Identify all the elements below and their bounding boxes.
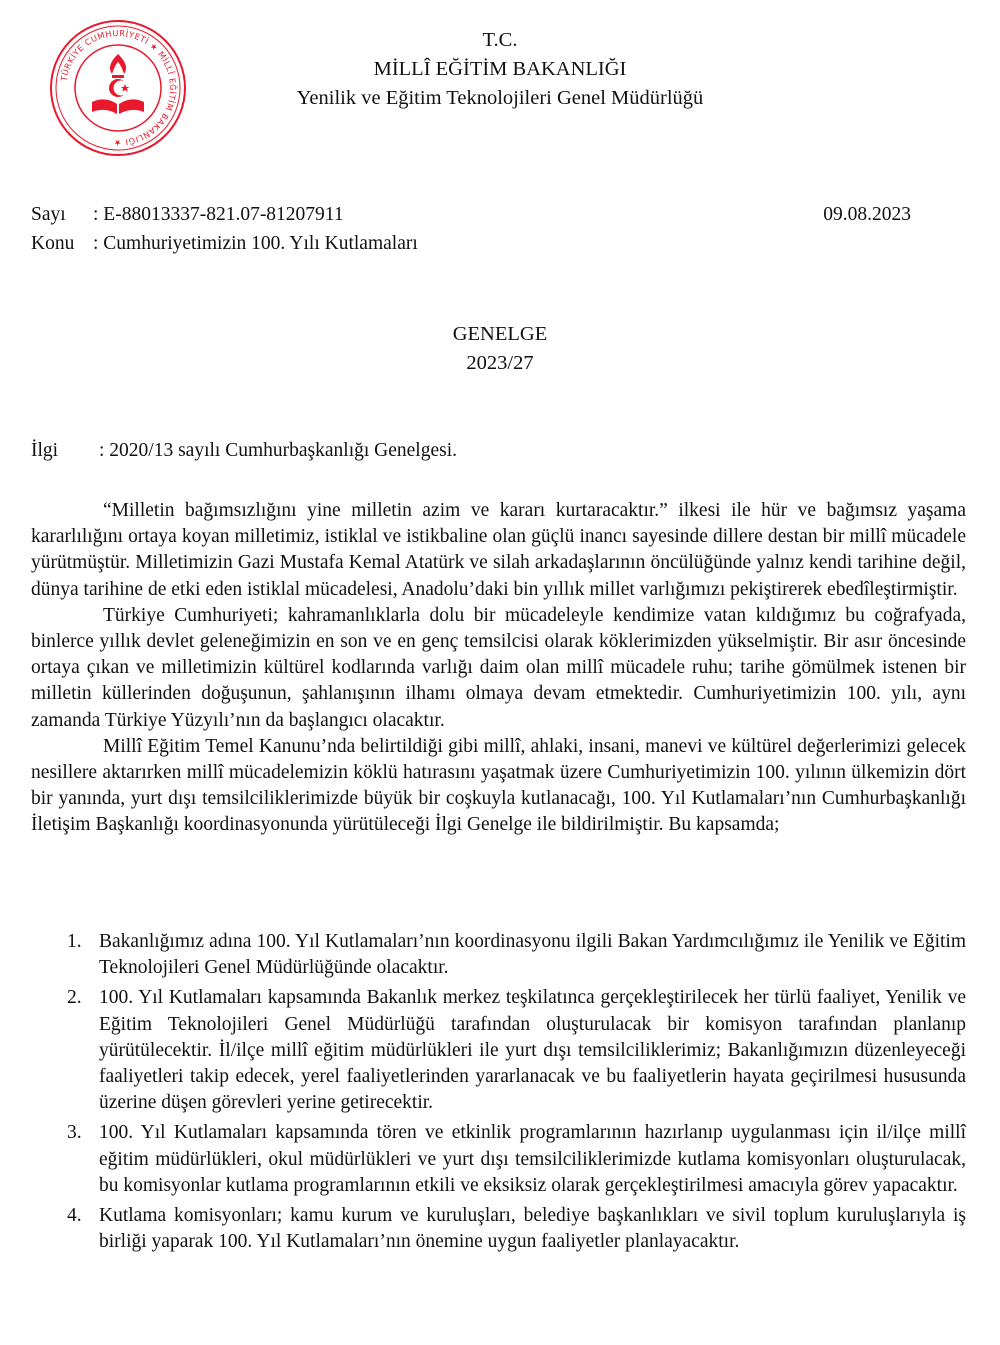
sayi-row bbox=[31, 204, 911, 226]
konu-label: Konu bbox=[31, 233, 75, 254]
list-item bbox=[31, 985, 966, 1116]
list-text: 100. Yıl Kutlamaları kapsamında tören ve etkinlik programlarının hazırlanıp uygulanması için il/ilçe millî eğitim müdürlükleri, okul müdürlükleri ve yurt dışı temsilciliklerimizde kutlama komisyonları oluşturulacak, bu komisyonlar kutlama programlarının etkili ve eksiksiz olarak gerçekleştirilmesi amacıyla görev yapacaktır. bbox=[99, 1122, 966, 1196]
ministry-seal-logo bbox=[48, 18, 188, 158]
list-number: 2. bbox=[67, 987, 82, 1009]
document-type: GENELGE bbox=[452, 323, 548, 345]
list-item bbox=[31, 1203, 966, 1255]
ilgi-label: İlgi bbox=[31, 440, 59, 461]
list-text: Bakanlığımız adına 100. Yıl Kutlamaları’nın koordinasyonu ilgili Bakan Yardımcılığımız ile Yenilik ve Eğitim Teknolojileri Genel Müdürlüğünde olacaktır. bbox=[99, 931, 966, 979]
header-directorate: Yenilik ve Eğitim Teknolojileri Genel Müdürlüğü bbox=[296, 87, 704, 109]
list-item bbox=[31, 1120, 966, 1199]
document-date: 09.08.2023 bbox=[823, 204, 911, 225]
konu-row bbox=[31, 233, 911, 255]
header-tc: T.C. bbox=[482, 29, 518, 51]
ilgi-value: : 2020/13 sayılı Cumhurbaşkanlığı Genelgesi. bbox=[99, 440, 457, 461]
konu-value: : Cumhuriyetimizin 100. Yılı Kutlamaları bbox=[93, 233, 418, 254]
letterhead bbox=[230, 26, 770, 113]
list-number: 3. bbox=[67, 1122, 82, 1144]
directive-list bbox=[31, 929, 966, 1259]
sayi-value: : E-88013337-821.07-81207911 bbox=[93, 204, 344, 225]
list-text: 100. Yıl Kutlamaları kapsamında Bakanlık merkez teşkilatınca gerçekleştirilecek her türlü faaliyet, Yenilik ve Eğitim Teknolojileri Genel Müdürlüğü tarafından oluşturulacak bir komisyon tarafından planlanıp yürütülecektir. İl/ilçe millî eğitim müdürlükleri ile yurt dışı temsilciliklerimiz; Bakanlığımızın düzenleyeceği faaliyetleri takip edecek, yerel faaliyetlerinden yararlanacak ve bu faaliyetlerin hayata geçirilmesi hususunda üzerine düşen görevleri yerine getirecektir. bbox=[99, 987, 966, 1114]
sayi-label: Sayı bbox=[31, 204, 66, 225]
header-ministry: MİLLÎ EĞİTİM BAKANLIĞI bbox=[373, 58, 627, 80]
paragraph: “Milletin bağımsızlığını yine milletin azim ve kararı kurtaracaktır.” ilkesi ile hür ve bağımsız yaşama kararlılığını ortaya koyan milletimiz, istiklal ve istikbaline olan güçlü inancı sayesinde dillere destan bir millî mücadele yürütmüştür. Milletimizin Gazi Mustafa Kemal Atatürk ve silah arkadaşlarının öncülüğünde yalnız kendi tarihine değil, dünya tarihine de etki eden istiklal mücadelesi, Anadolu’daki bin yıllık millet varlığımızı pekiştirerek ebedîleştirmiştir. bbox=[31, 500, 966, 600]
list-item bbox=[31, 929, 966, 981]
paragraph: Türkiye Cumhuriyeti; kahramanlıklarla dolu bir mücadeleyle kendimize vatan kıldığımız bu coğrafyada, binlerce yıllık devlet geleneğimizin en son ve en genç temsilcisi olarak köklerimizden yükselmiştir. Bir asır öncesinde ortaya çıkan ve milletimizin kültürel kodlarında varlığı daim olan millî mücadele ruhu; tarihe gömülmek istenen bir milletin küllerinden doğuşunun, şahlanışının ilhamı olmaya devam etmektedir. Cumhuriyetimizin 100. yılı, aynı zamanda Türkiye Yüzyılı’nın da başlangıcı olacaktır. bbox=[31, 604, 966, 731]
svg-text:TÜRKİYE CUMHURİYETİ ★ MİLLÎ EĞ: TÜRKİYE CUMHURİYETİ ★ MİLLÎ EĞİTİM BAKANLIĞI ★ bbox=[58, 27, 179, 149]
paragraph: Millî Eğitim Temel Kanunu’nda belirtildiği gibi millî, ahlaki, insani, manevi ve kültürel değerlerimizi gelecek nesillere aktarırken millî mücadelemizin köklü hatırasını yaşatmak üzere Cumhuriyetimizin 100. yılının ülkemizin dört bir yanında, yurt dışı temsilciliklerimizde büyük bir coşkuyla kutlanacağı, 100. Yıl Kutlamaları’nın Cumhurbaşkanlığı İletişim Başkanlığı koordinasyonunda yürütüleceği İlgi Genelge ile bildirilmiştir. Bu kapsamda; bbox=[31, 735, 966, 836]
list-number: 4. bbox=[67, 1205, 82, 1227]
list-text: Kutlama komisyonları; kamu kurum ve kuruluşları, belediye başkanlıkları ve sivil toplum kuruluşlarıyla iş birliği yaparak 100. Yıl Kutlamaları’nın önemine uygun faaliyetler planlayacaktır. bbox=[99, 1205, 966, 1253]
document-number: 2023/27 bbox=[466, 352, 534, 374]
body-text bbox=[31, 498, 966, 839]
ilgi-row bbox=[31, 440, 931, 462]
list-number: 1. bbox=[67, 931, 82, 952]
